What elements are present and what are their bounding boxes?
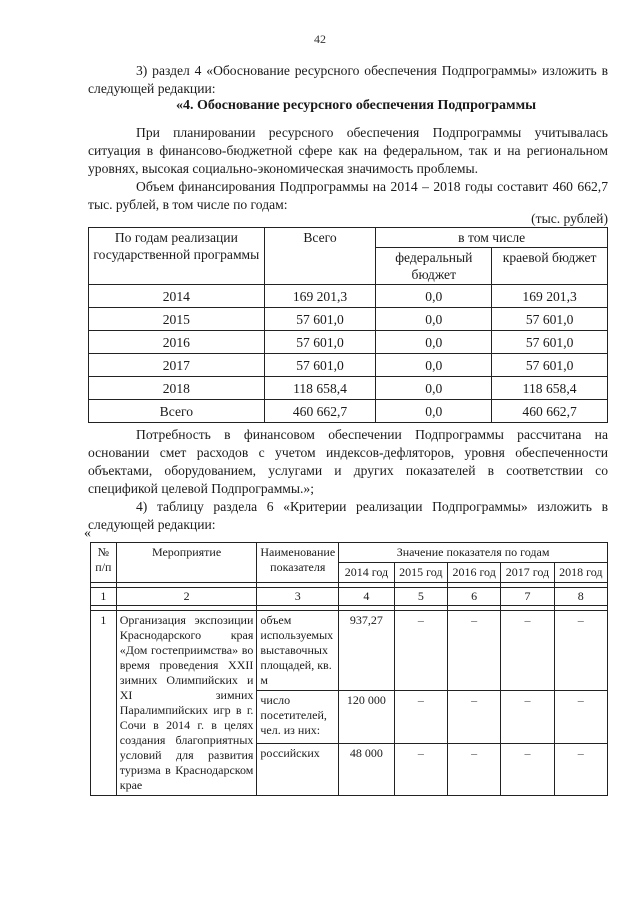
header-indicator: Наименование показателя (257, 543, 339, 583)
table-row (91, 611, 608, 691)
header-year: По годам реализации государственной программы (89, 228, 265, 285)
total-cell: 169 201,3 (264, 285, 376, 308)
value-cell: 120 000 (339, 691, 395, 744)
criteria-table (90, 542, 608, 796)
indicator-cell: российских (257, 744, 339, 796)
table-row (89, 377, 608, 400)
federal-cell: 0,0 (376, 354, 492, 377)
value-cell: – (554, 611, 607, 691)
value-cell: 48 000 (339, 744, 395, 796)
year-cell: 2015 (89, 308, 265, 331)
paragraph-planning: При планировании ресурсного обеспечения Подпрограммы учитывалась ситуация в финансово-бюджетной сфере как на федеральном, так и на региональном уровнях, высокая социально-экономическая значимость проблемы. (88, 125, 608, 176)
header-total: Всего (264, 228, 376, 285)
regional-cell: 57 601,0 (492, 331, 608, 354)
total-cell: 57 601,0 (264, 331, 376, 354)
value-cell: – (447, 691, 500, 744)
opening-quote: « (84, 526, 91, 541)
year-cell: 2014 (89, 285, 265, 308)
value-cell: – (501, 611, 554, 691)
total-cell: 57 601,0 (264, 308, 376, 331)
column-number: 3 (257, 588, 339, 606)
year-cell: 2016 (89, 331, 265, 354)
regional-cell: 57 601,0 (492, 354, 608, 377)
year-cell: Всего (89, 400, 265, 423)
table-row (89, 354, 608, 377)
finance-header-row (89, 228, 608, 248)
column-number: 7 (501, 588, 554, 606)
header-including: в том числе (376, 228, 608, 248)
column-number: 2 (116, 588, 257, 606)
paragraph-need: Потребность в финансовом обеспечении Подпрограммы рассчитана на основании смет расходов с учетом индексов-дефляторов, уровня обеспеченности объектами, оборудованием, услугами и других показателей в соответствии со спецификой целевой Подпрограммы.»; (88, 427, 608, 496)
column-number: 4 (339, 588, 395, 606)
value-cell: – (554, 744, 607, 796)
column-number: 1 (91, 588, 117, 606)
header-regional: краевой бюджет (492, 248, 608, 285)
header-year: 2016 год (447, 563, 500, 583)
indicator-cell: объем используемых выставочных площадей, кв. м (257, 611, 339, 691)
header-num: № п/п (91, 543, 117, 583)
value-cell: – (394, 691, 447, 744)
value-cell: – (447, 611, 500, 691)
table-row (89, 285, 608, 308)
row-number: 1 (91, 611, 117, 796)
measure-cell: Организация экспозиции Краснодарского края «Дом гостеприимства» во время проведения XXII зимних Олимпийских и XI зимних Паралимпийских игр в г. Сочи в 2014 г. в целях создания благоприятных условий для развития туризма в Краснодарском крае (116, 611, 257, 796)
regional-cell: 460 662,7 (492, 400, 608, 423)
regional-cell: 169 201,3 (492, 285, 608, 308)
federal-cell: 0,0 (376, 377, 492, 400)
column-numbers-row (91, 588, 608, 606)
page-number: 42 (314, 32, 326, 46)
table-row (89, 308, 608, 331)
header-year: 2018 год (554, 563, 607, 583)
regional-cell: 57 601,0 (492, 308, 608, 331)
finance-table (88, 227, 608, 423)
header-measure: Мероприятие (116, 543, 257, 583)
value-cell: – (501, 691, 554, 744)
section-heading: «4. Обоснование ресурсного обеспечения Подпрограммы (176, 98, 537, 113)
federal-cell: 0,0 (376, 285, 492, 308)
column-number: 6 (447, 588, 500, 606)
column-number: 8 (554, 588, 607, 606)
indicator-cell: число посетителей, чел. из них: (257, 691, 339, 744)
value-cell: – (501, 744, 554, 796)
column-number: 5 (394, 588, 447, 606)
value-cell: – (394, 744, 447, 796)
federal-cell: 0,0 (376, 331, 492, 354)
criteria-header-row (91, 543, 608, 563)
value-cell: – (394, 611, 447, 691)
unit-label: (тыс. рублей) (531, 211, 608, 226)
header-year: 2014 год (339, 563, 395, 583)
table-row (89, 331, 608, 354)
regional-cell: 118 658,4 (492, 377, 608, 400)
total-cell: 118 658,4 (264, 377, 376, 400)
header-year: 2017 год (501, 563, 554, 583)
value-cell: 937,27 (339, 611, 395, 691)
total-cell: 460 662,7 (264, 400, 376, 423)
year-cell: 2017 (89, 354, 265, 377)
intro-line: 3) раздел 4 «Обоснование ресурсного обеспечения Подпрограммы» изложить в следующей редакции: (88, 63, 608, 96)
header-federal: федеральный бюджет (376, 248, 492, 285)
table-row-total (89, 400, 608, 423)
federal-cell: 0,0 (376, 400, 492, 423)
value-cell: – (447, 744, 500, 796)
paragraph-table6: 4) таблицу раздела 6 «Критерии реализации Подпрограммы» изложить в следующей редакции: (88, 499, 608, 532)
total-cell: 57 601,0 (264, 354, 376, 377)
paragraph-volume: Объем финансирования Подпрограммы на 2014 – 2018 годы составит 460 662,7 тыс. рублей, в том числе по годам: (88, 179, 608, 212)
year-cell: 2018 (89, 377, 265, 400)
header-values-by-year: Значение показателя по годам (339, 543, 608, 563)
value-cell: – (554, 691, 607, 744)
federal-cell: 0,0 (376, 308, 492, 331)
header-year: 2015 год (394, 563, 447, 583)
